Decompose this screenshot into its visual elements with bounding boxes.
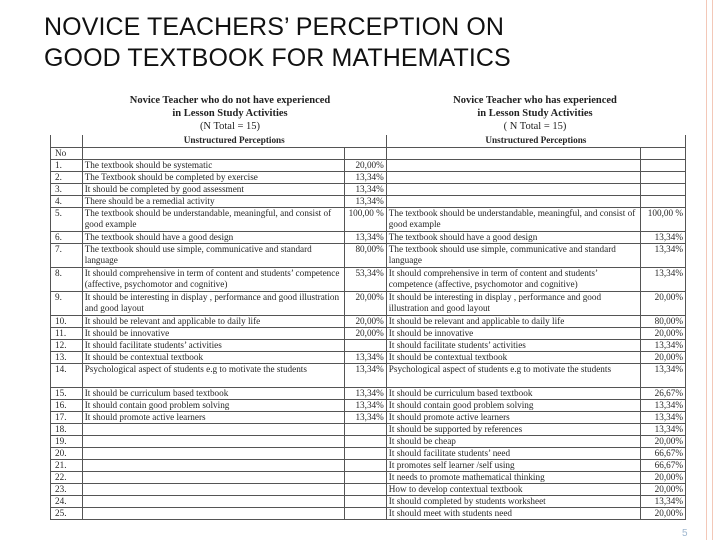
row-number: 13.	[51, 352, 83, 364]
table-row	[51, 184, 686, 196]
right-perception: It should be supported by references	[386, 424, 640, 436]
row-number: 10.	[51, 316, 83, 328]
right-percentage: 13,34%	[641, 268, 686, 292]
right-perception: It should promote active learners	[386, 412, 640, 424]
row-number: 22.	[51, 472, 83, 484]
left-perception: It should be interesting in display , performance and good illustration and good layout	[82, 292, 344, 316]
table-row	[51, 484, 686, 496]
row-number: 21.	[51, 460, 83, 472]
left-percentage	[344, 496, 386, 508]
right-perception: Psychological aspect of students e.g to motivate the students	[386, 364, 640, 388]
row-number: 23.	[51, 484, 83, 496]
left-perception: It should be completed by good assessment	[82, 184, 344, 196]
left-group-title: Novice Teacher who do not have experienced	[129, 95, 331, 106]
row-number: 24.	[51, 496, 83, 508]
row-number: 17.	[51, 412, 83, 424]
left-perception: Psychological aspect of students e.g to motivate the students	[82, 364, 344, 388]
right-perception: It should completed by students worksheet	[386, 496, 640, 508]
left-perception	[82, 424, 344, 436]
no-label-row	[51, 148, 686, 160]
perception-table	[50, 135, 686, 520]
page-corner-mark: 5	[682, 528, 688, 539]
left-perception: It should facilitate students’ activities	[82, 340, 344, 352]
right-perception: It should be contextual textbook	[386, 352, 640, 364]
right-percentage: 20,00%	[641, 328, 686, 340]
right-percentage	[641, 172, 686, 184]
table-row	[51, 232, 686, 244]
right-percentage	[641, 184, 686, 196]
left-perception: It should contain good problem solving	[82, 400, 344, 412]
table-row	[51, 268, 686, 292]
right-percentage: 13,34%	[641, 424, 686, 436]
right-perception: It should meet with students need	[386, 508, 640, 520]
left-percentage: 13,34%	[344, 352, 386, 364]
left-percentage: 13,34%	[344, 400, 386, 412]
table-row	[51, 328, 686, 340]
right-section-label: Unstructured Perceptions	[386, 135, 685, 148]
left-group-subtitle: in Lesson Study Activities	[172, 108, 288, 119]
left-percentage: 20,00%	[344, 316, 386, 328]
table-row	[51, 292, 686, 316]
left-perception: The textbook should be systematic	[82, 160, 344, 172]
row-number: 5.	[51, 208, 83, 232]
row-number: 14.	[51, 364, 83, 388]
left-percentage: 13,34%	[344, 232, 386, 244]
right-perception	[386, 196, 640, 208]
right-percentage	[641, 196, 686, 208]
table-row	[51, 196, 686, 208]
right-percentage: 80,00%	[641, 316, 686, 328]
right-percentage: 13,34%	[641, 232, 686, 244]
table-row	[51, 400, 686, 412]
right-percentage: 13,34%	[641, 400, 686, 412]
right-perception: It should be interesting in display , performance and good illustration and good layout	[386, 292, 640, 316]
row-number: 8.	[51, 268, 83, 292]
row-number: 19.	[51, 436, 83, 448]
table-row	[51, 412, 686, 424]
row-number: 15.	[51, 388, 83, 400]
right-perception: How to develop contextual textbook	[386, 484, 640, 496]
row-number: 18.	[51, 424, 83, 436]
row-number: 6.	[51, 232, 83, 244]
table-row	[51, 340, 686, 352]
left-percentage	[344, 436, 386, 448]
right-perception	[386, 160, 640, 172]
right-percentage: 66,67%	[641, 460, 686, 472]
left-section-label: Unstructured Perceptions	[82, 135, 386, 148]
right-perception: It should comprehensive in term of content and students’ competence (affective, psychomotor and cognitive)	[386, 268, 640, 292]
right-perception: It needs to promote mathematical thinking	[386, 472, 640, 484]
row-number: 20.	[51, 448, 83, 460]
left-perception	[82, 496, 344, 508]
table-row	[51, 472, 686, 484]
row-number: 12.	[51, 340, 83, 352]
table-row	[51, 508, 686, 520]
right-percentage: 13,34%	[641, 412, 686, 424]
left-percentage	[344, 340, 386, 352]
right-percentage	[641, 160, 686, 172]
left-percentage: 80,00%	[344, 244, 386, 268]
left-perception: It should be curriculum based textbook	[82, 388, 344, 400]
left-perception	[82, 472, 344, 484]
scanned-table-document	[50, 94, 686, 540]
right-group-subtitle: in Lesson Study Activities	[477, 108, 593, 119]
section-header-row	[51, 135, 686, 148]
row-number: 2.	[51, 172, 83, 184]
table-row	[51, 208, 686, 232]
right-percentage: 20,00%	[641, 292, 686, 316]
row-number: 3.	[51, 184, 83, 196]
left-perception: It should be innovative	[82, 328, 344, 340]
left-perception: It should promote active learners	[82, 412, 344, 424]
left-percentage: 13,34%	[344, 172, 386, 184]
table-row	[51, 436, 686, 448]
row-number: 25.	[51, 508, 83, 520]
right-perception	[386, 184, 640, 196]
left-percentage	[344, 424, 386, 436]
slide-title-line: NOVICE TEACHERS’ PERCEPTION ON	[44, 13, 505, 41]
table-row	[51, 448, 686, 460]
left-percentage: 20,00%	[344, 328, 386, 340]
slide-title-line: GOOD TEXTBOOK FOR MATHEMATICS	[44, 44, 511, 72]
right-percentage: 20,00%	[641, 472, 686, 484]
right-group-title: Novice Teacher who has experienced	[453, 95, 617, 106]
right-percentage: 100,00 %	[641, 208, 686, 232]
left-percentage	[344, 472, 386, 484]
right-percentage: 13,34%	[641, 244, 686, 268]
right-perception: It should be innovative	[386, 328, 640, 340]
left-perception: The textbook should be understandable, meaningful, and consist of good example	[82, 208, 344, 232]
table-row	[51, 364, 686, 388]
table-row	[51, 460, 686, 472]
left-perception: The textbook should have a good design	[82, 232, 344, 244]
left-perception	[82, 484, 344, 496]
left-percentage: 20,00%	[344, 292, 386, 316]
slide-title	[44, 12, 604, 74]
left-percentage	[344, 508, 386, 520]
right-group-total: ( N Total = 15)	[503, 121, 567, 132]
right-perception	[386, 172, 640, 184]
right-percentage: 66,67%	[641, 448, 686, 460]
left-percentage: 13,34%	[344, 364, 386, 388]
row-number: 1.	[51, 160, 83, 172]
left-percentage: 53,34%	[344, 268, 386, 292]
right-percentage: 13,34%	[641, 364, 686, 388]
left-perception: The Textbook should be completed by exercise	[82, 172, 344, 184]
row-number: 7.	[51, 244, 83, 268]
right-perception: It should be cheap	[386, 436, 640, 448]
row-number: 11.	[51, 328, 83, 340]
table-row	[51, 316, 686, 328]
right-perception: It promotes self learner /self using	[386, 460, 640, 472]
left-percentage: 13,34%	[344, 184, 386, 196]
left-perception	[82, 508, 344, 520]
table-row	[51, 496, 686, 508]
row-number: 4.	[51, 196, 83, 208]
right-perception: The textbook should have a good design	[386, 232, 640, 244]
right-percentage: 20,00%	[641, 352, 686, 364]
left-percentage: 100,00 %	[344, 208, 386, 232]
no-column-label: No	[51, 148, 83, 160]
right-percentage: 26,67%	[641, 388, 686, 400]
left-perception: It should comprehensive in term of content and students’ competence (affective, psychomotor and cognitive)	[82, 268, 344, 292]
left-percentage	[344, 460, 386, 472]
right-perception: The textbook should be understandable, meaningful, and consist of good example	[386, 208, 640, 232]
right-percentage: 13,34%	[641, 496, 686, 508]
table-row	[51, 244, 686, 268]
row-number: 16.	[51, 400, 83, 412]
slide-border-line	[706, 0, 707, 540]
right-percentage: 20,00%	[641, 436, 686, 448]
left-percentage: 13,34%	[344, 196, 386, 208]
right-perception: The textbook should use simple, communicative and standard language	[386, 244, 640, 268]
table-row	[51, 424, 686, 436]
left-perception	[82, 448, 344, 460]
right-perception: It should facilitate students’ need	[386, 448, 640, 460]
right-percentage: 13,34%	[641, 340, 686, 352]
left-perception	[82, 460, 344, 472]
left-group-total: (N Total = 15)	[199, 121, 261, 132]
left-percentage: 20,00%	[344, 160, 386, 172]
left-percentage: 13,34%	[344, 412, 386, 424]
right-perception: It should be relevant and applicable to daily life	[386, 316, 640, 328]
left-perception: It should be contextual textbook	[82, 352, 344, 364]
slide-border-line	[712, 0, 713, 540]
left-perception: There should be a remedial activity	[82, 196, 344, 208]
right-perception: It should facilitate students’ activities	[386, 340, 640, 352]
right-percentage: 20,00%	[641, 484, 686, 496]
left-percentage	[344, 448, 386, 460]
left-perception	[82, 436, 344, 448]
table-row	[51, 352, 686, 364]
table-row	[51, 172, 686, 184]
table-row	[51, 388, 686, 400]
row-number: 9.	[51, 292, 83, 316]
left-perception: The textbook should use simple, communicative and standard language	[82, 244, 344, 268]
left-percentage: 13,34%	[344, 388, 386, 400]
left-perception: It should be relevant and applicable to daily life	[82, 316, 344, 328]
left-percentage	[344, 484, 386, 496]
right-perception: It should contain good problem solving	[386, 400, 640, 412]
right-perception: It should be curriculum based textbook	[386, 388, 640, 400]
right-percentage: 20,00%	[641, 508, 686, 520]
table-row	[51, 160, 686, 172]
